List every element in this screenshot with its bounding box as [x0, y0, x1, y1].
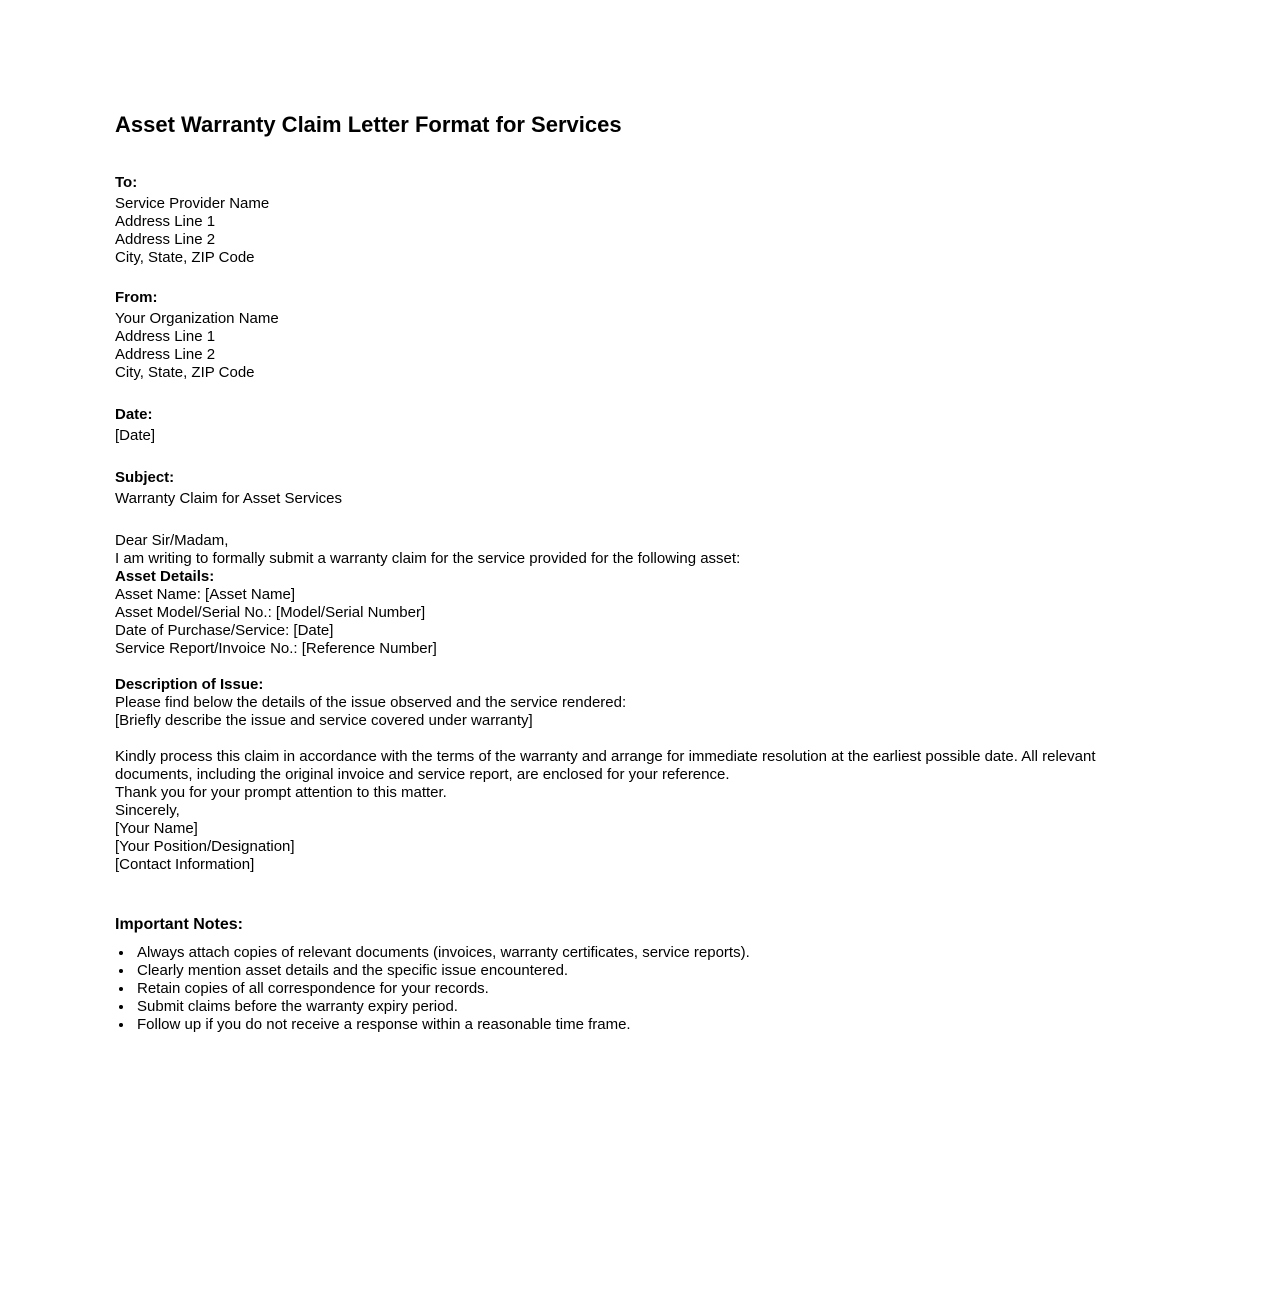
- signature-line: [Your Position/Designation]: [115, 838, 295, 855]
- subject-block: [115, 469, 1163, 508]
- date-value: [Date]: [115, 427, 156, 444]
- sender-label: From:: [115, 289, 158, 306]
- asset-details-block: [115, 568, 1163, 658]
- asset-detail-line: Service Report/Invoice No.: [Reference Number]: [115, 640, 437, 657]
- recipient-line: Address Line 1: [115, 213, 216, 230]
- sender-line: Your Organization Name: [115, 310, 279, 327]
- recipient-block: [115, 174, 1163, 267]
- intro-paragraph: I am writing to formally submit a warranty claim for the service provided for the following asset:: [115, 550, 741, 567]
- signature-line: [Your Name]: [115, 820, 198, 837]
- note-item: • Retain copies of all correspondence for your records.: [134, 980, 1163, 998]
- sender-line: Address Line 2: [115, 346, 216, 363]
- page-title: Asset Warranty Claim Letter Format for Services: [115, 112, 622, 137]
- asset-detail-line: Date of Purchase/Service: [Date]: [115, 622, 334, 639]
- note-item: • Follow up if you do not receive a response within a reasonable time frame.: [134, 1016, 1163, 1034]
- note-item: • Submit claims before the warranty expiry period.: [134, 998, 1163, 1016]
- sender-line: Address Line 1: [115, 328, 216, 345]
- important-notes-heading: Important Notes:: [115, 916, 243, 933]
- issue-description-label: Description of Issue:: [115, 676, 264, 693]
- subject-label: Subject:: [115, 469, 175, 486]
- signature-line: [Contact Information]: [115, 856, 255, 873]
- sender-block: [115, 289, 1163, 382]
- asset-detail-line: Asset Model/Serial No.: [Model/Serial Number]: [115, 604, 426, 621]
- note-item: • Clearly mention asset details and the specific issue encountered.: [134, 962, 1163, 980]
- important-notes-block: [115, 915, 1163, 1034]
- issue-description-line: Please find below the details of the issue observed and the service rendered:: [115, 694, 627, 711]
- date-block: [115, 406, 1163, 445]
- recipient-label: To:: [115, 174, 138, 191]
- recipient-line: City, State, ZIP Code: [115, 249, 255, 266]
- closing-text: Sincerely,: [115, 802, 180, 819]
- issue-description-line: [Briefly describe the issue and service covered under warranty]: [115, 712, 533, 729]
- important-notes-list: [115, 944, 1163, 1034]
- issue-description-block: [115, 676, 1163, 730]
- note-item: • Always attach copies of relevant documents (invoices, warranty certificates, service reports).: [134, 944, 1163, 962]
- recipient-line: Service Provider Name: [115, 195, 270, 212]
- date-label: Date:: [115, 406, 153, 423]
- request-paragraph: Kindly process this claim in accordance with the terms of the warranty and arrange for immediate resolution at the earliest possible date. All relevant documents, including the original invoice and service report, are enclosed for your reference.: [115, 748, 1096, 783]
- signature-block: [115, 820, 1163, 874]
- asset-detail-line: Asset Name: [Asset Name]: [115, 586, 296, 603]
- recipient-line: Address Line 2: [115, 231, 216, 248]
- sender-line: City, State, ZIP Code: [115, 364, 255, 381]
- thanks-paragraph: Thank you for your prompt attention to this matter.: [115, 784, 447, 801]
- subject-value: Warranty Claim for Asset Services: [115, 490, 342, 507]
- salutation-text: Dear Sir/Madam,: [115, 532, 229, 549]
- asset-details-label: Asset Details:: [115, 568, 215, 585]
